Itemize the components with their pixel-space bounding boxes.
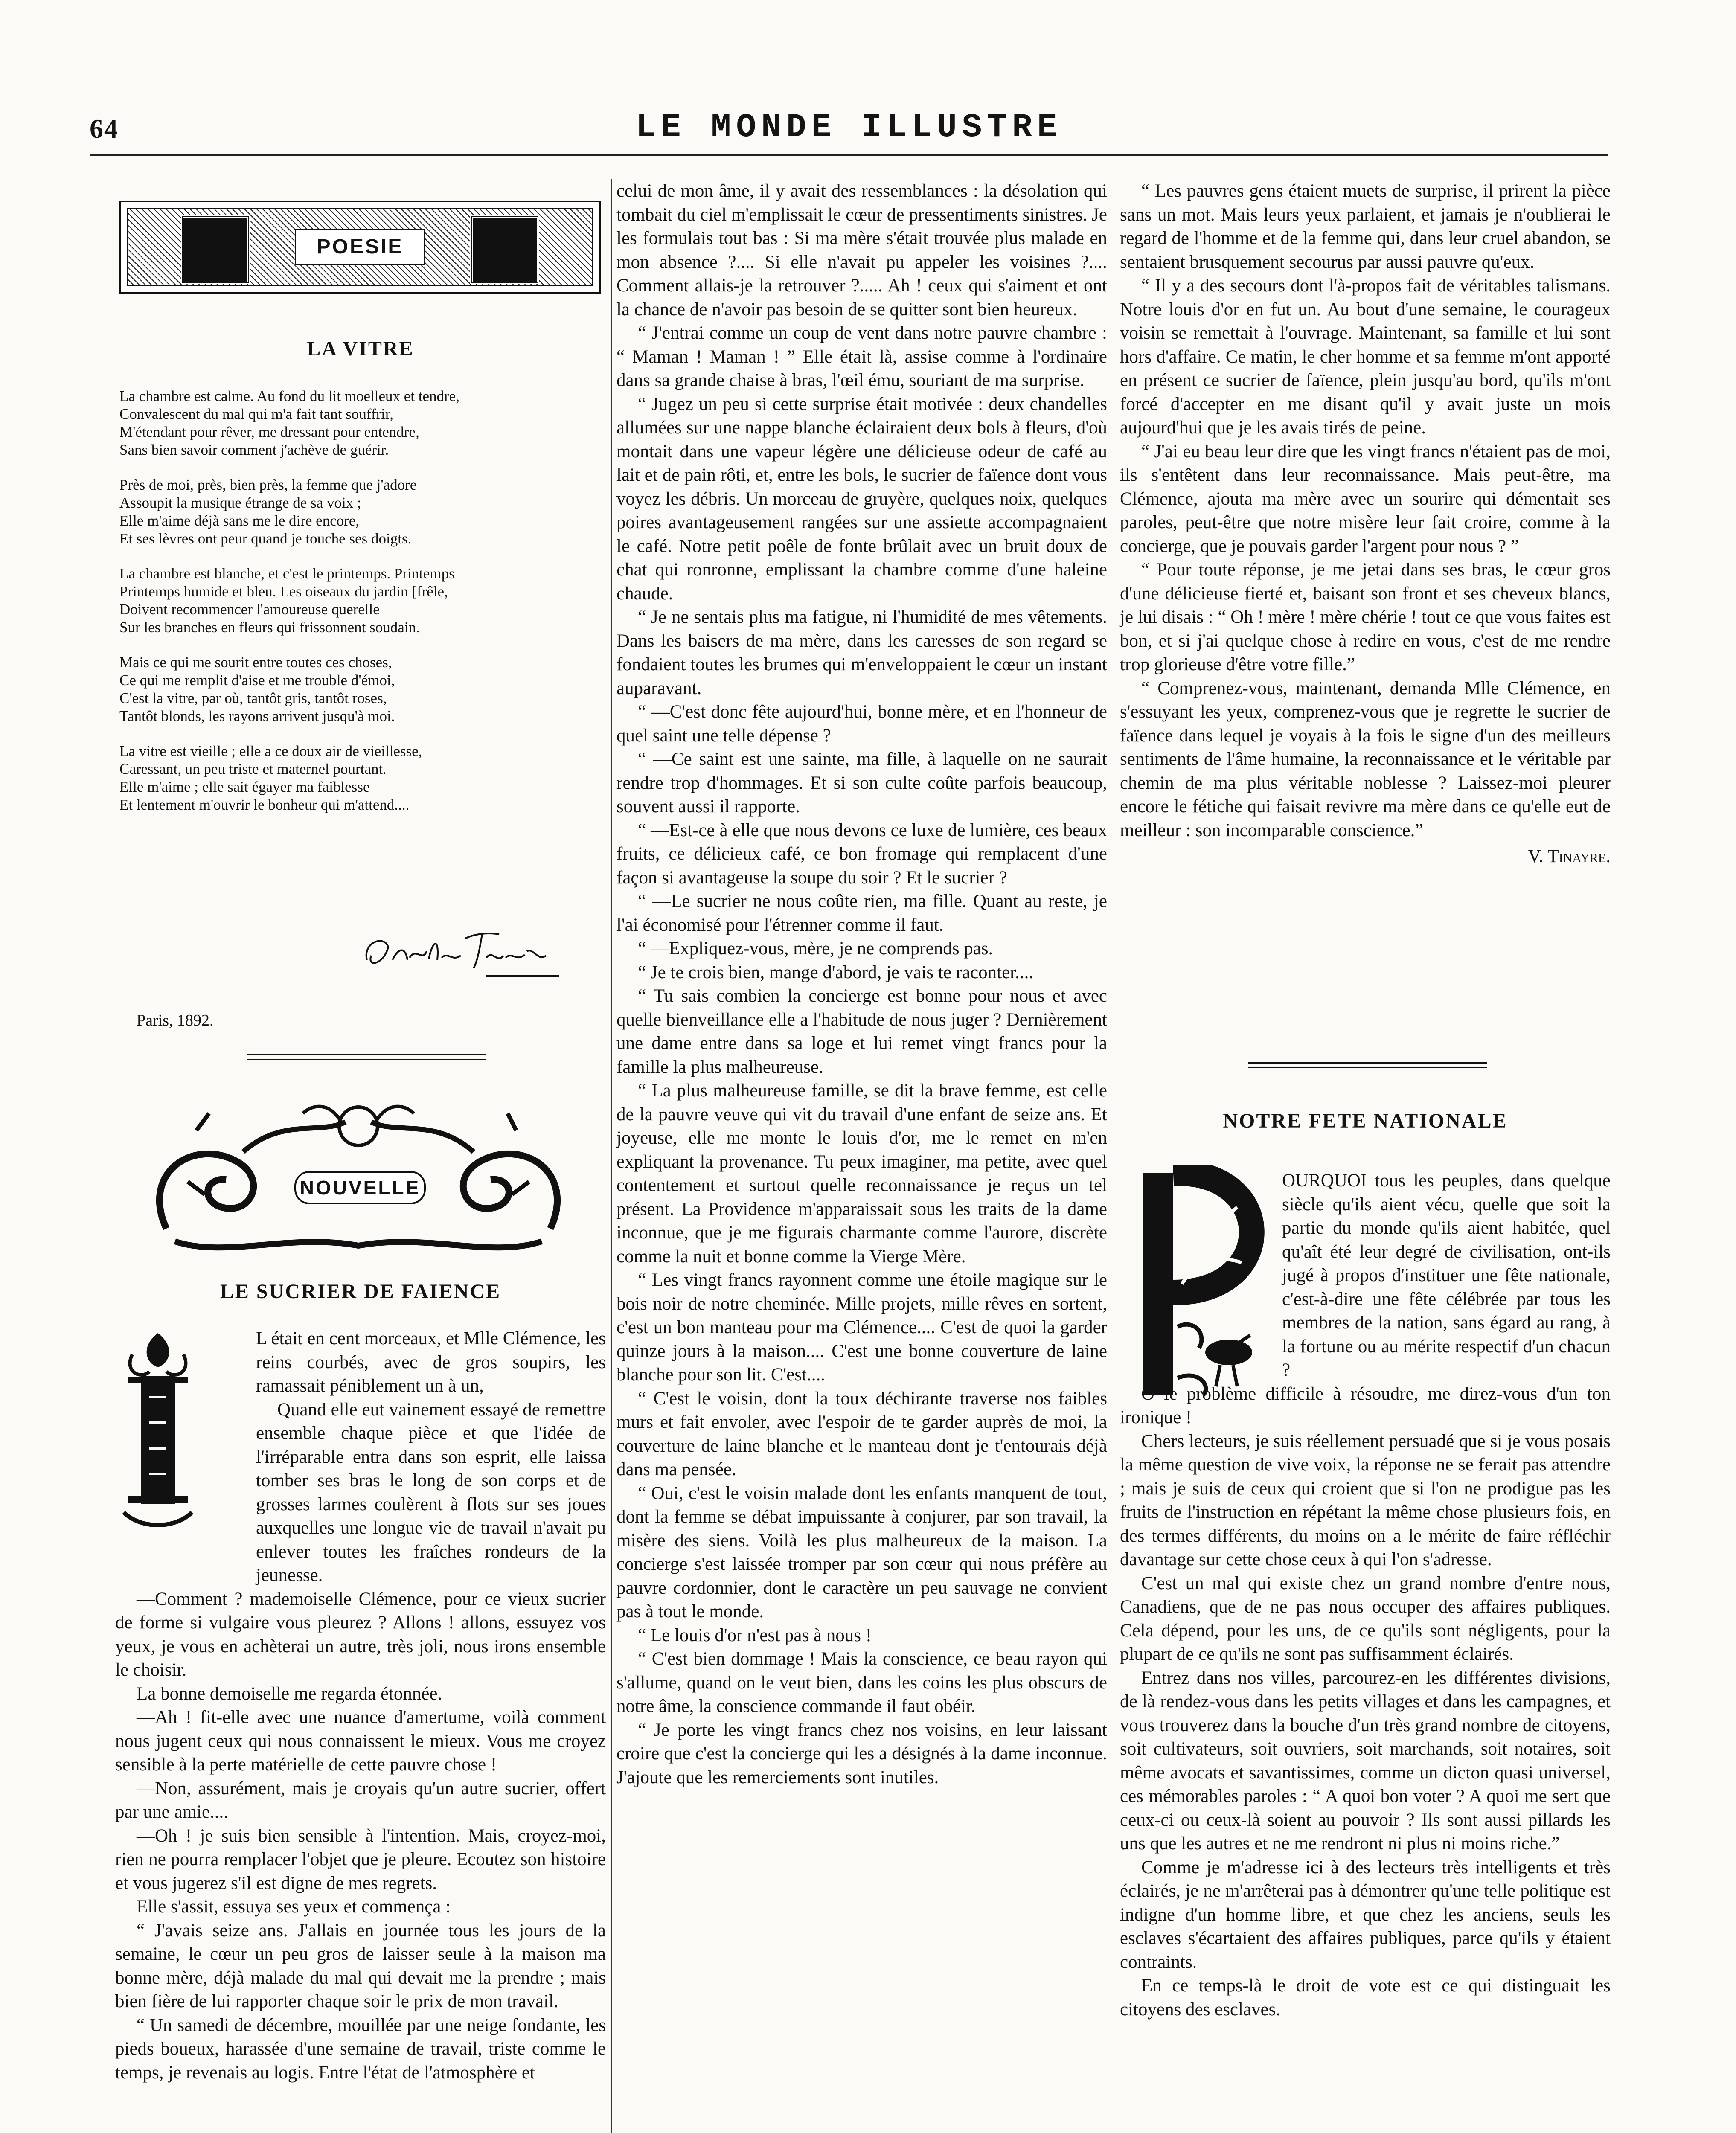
paragraph: “ Le louis d'or n'est pas à nous ! [638,1625,872,1645]
poem-line: Mais ce qui me sourit entre toutes ces choses, [119,654,392,671]
paragraph: “ —Expliquez-vous, mère, je ne comprends pas. [638,939,993,959]
journal-title: LE MONDE ILLUSTRE [636,109,1062,146]
paragraph: “ Un samedi de décembre, mouillée par une neige fondante, les pieds boueux, harassée d'une semaine de travail, triste comme le temps, je revenais au logis. Entre l'état de l'atmosphère et [115,2015,606,2083]
paragraph: “ Jugez un peu si cette surprise était motivée : deux chandelles allumées sur une nappe blanche éclairaient deux bols à fleurs, d'où montait dans une vapeur légère une délicieuse odeur de café au lait et de pain rôti, et, entre les bols, le sucrier de faïence dont vous voyez les débris. Un morceau de gruyère, quelques noix, quelques poires avantageusement rangées sur une assiette accompagnaient le café. Notre petit poêle de fonte brûlait avec un bruit doux de chat qui ronronne, emplissant la chambre comme d'une haleine chaude. [616,394,1107,604]
poem-line: Ce qui me remplit d'aise et me trouble d'émoi, [119,671,395,689]
poem-line: La vitre est vieille ; elle a ce doux air de vieillesse, [119,742,422,759]
paragraph: —Non, assurément, mais je croyais qu'un autre sucrier, offert par une amie.... [115,1778,606,1822]
paragraph: “ J'avais seize ans. J'allais en journée tous les jours de la semaine, le cœur un peu gros de laisser seule à la maison ma bonne mère, déjà malade du mal qui devait me la prendre ; mais bien fière de lui rapporter chaque soir le prix de mon travail. [115,1920,606,2011]
story-author: V. Tinayre. [1528,846,1611,866]
poem-section [115,337,606,831]
paragraph: “ Je porte les vingt francs chez nos voisins, en leur laissant croire que c'est la concierge qui les a désignés à la dame inconnue. J'ajoute que les remerciements sont inutiles. [616,1720,1107,1787]
section-separator [247,1054,486,1055]
paragraph: “ Comprenez-vous, maintenant, demanda Mlle Clémence, en s'essuyant les yeux, comprenez-vous que je regrette le sucrier de faïence dans lequel je voyais à la fois le signe d'un des meilleurs sentiments de l'âme humaine, la reconnaissance et le véritable par chemin de ma plus véritable noblesse ? Laissez-moi pleurer encore le fétiche qui faisait revivre ma mère dans ce qu'elle eut de meilleur : son incomparable conscience.” [1120,678,1611,840]
paragraph: “ Je ne sentais plus ma fatigue, ni l'humidité de mes vêtements. Dans les baisers de ma mère, dans les caresses de son regard se fondaient toutes les brumes qui m'enveloppaient le cœur un instant auparavant. [616,607,1107,698]
poem-body [119,387,606,814]
section-separator [247,1059,486,1060]
story-title-wrap [115,1280,606,1303]
stanza [119,742,606,814]
paragraph: “ Les pauvres gens étaient muets de surprise, il prirent la pièce sans un mot. Mais leurs yeux parlaient, et jamais je n'oublierai le regard de l'homme et de la femme qui, dans leur cruel abandon, se sentaient brusquement secourus par aussi pauvre qu'eux. [1120,181,1611,272]
paragraph: “ Je te crois bien, mange d'abord, je vais te raconter.... [638,962,1034,982]
poem-line: Et lentement m'ouvrir le bonheur qui m'attend.... [119,796,410,813]
paragraph: OURQUOI tous les peuples, dans quelque siècle qu'ils aient vécu, quelle que soit la partie du monde qu'ils aient habitée, quel qu'aît été leur degré de civilisation, ont-ils jugé à propos d'instituer une fête nationale, c'est-à-dire une fête célébrée par tous les membres de la nation, sans égard au rang, à la fortune ou au mérite respectif d'un chacun ? [1282,1171,1611,1380]
poem-line: C'est la vitre, par où, tantôt gris, tantôt roses, [119,689,387,706]
poem-line: Sur les branches en fleurs qui frissonnent soudain. [119,619,420,636]
paragraph: Chers lecteurs, je suis réellement persuadé que si je vous posais la même question de vive voix, la réponse ne se ferait pas attendre ; mais je suis de ceux qui croient que si l'on ne prodigue pas les fruits de l'instruction en répétant la même chose plusieurs fois, en des termes différents, du moins on a le mérite de faire réfléchir davantage sur cette chose ceux à qui l'on s'adresse. [1120,1431,1611,1569]
paragraph: “ —C'est donc fête aujourd'hui, bonne mère, et en l'honneur de quel saint une telle dépense ? [616,702,1107,746]
section-separator [1248,1062,1487,1064]
paragraph: L était en cent morceaux, et Mlle Clémence, les reins courbés, avec de gros soupirs, les ramassait péniblement un à un, [256,1328,606,1396]
paragraph: “ Oui, c'est le voisin malade dont les enfants manquent de tout, dont la femme se débat impuissante à conjurer, par son travail, la misère des siens. Voilà les plus malheureux de la maison. La concierge s'est laissée tromper par son cœur qui nous préfère au pauvre cordonnier, dont le caractère un peu sauvage ne convient pas à tout le monde. [616,1483,1107,1622]
poem-line: Elle m'aime ; elle sait égayer ma faiblesse [119,778,370,795]
poem-line: Assoupit la musique étrange de sa voix ; [119,494,361,511]
poem-line: Sans bien savoir comment j'achève de guérir. [119,441,389,458]
story-body-col2 [616,179,1107,1789]
poem-line: Caressant, un peu triste et maternel pourtant. [119,760,387,777]
paragraph: La bonne demoiselle me regarda étonnée. [137,1683,442,1704]
page-number: 64 [90,113,119,144]
paragraph: Comme je m'adresse ici à des lecteurs très intelligents et très éclairés, je ne m'arrêterai pas à démontrer qu'une telle politique est indigne d'un homme libre, et que chez les anciens, seuls les esclaves s'écartaient des affaires publiques, parce qu'ils y étaient contraints. [1120,1857,1611,1972]
paragraph: “ Il y a des secours dont l'à-propos fait de véritables talismans. Notre louis d'or en fut un. Au bout d'une semaine, le courageux voisin se remettait à l'ouvrage. Maintenant, sa famille et lui sont hors d'affaire. Ce matin, le cher homme et sa femme m'ont apporté en présent ce sucrier de faïence, plein jusqu'au bord, qu'ils m'ont forcé d'accepter en me disant qu'il y avait juste un mois aujourd'hui que je les avais tirés de peine. [1120,276,1611,438]
paragraph: “ J'ai eu beau leur dire que les vingt francs n'étaient pas de moi, ils s'entêtent dans leur reconnaissance. Mais peut-être, ma Clémence, ajouta ma mère avec un sourire qui démentait ses paroles, peut-être que notre misère leur fait croire, comme à la concierge, que je pouvais garder l'argent pour nous ? ” [1120,441,1611,556]
ornament-square-left [181,215,250,284]
paragraph: “ —Le sucrier ne nous coûte rien, ma fille. Quant au reste, je l'ai économisé pour l'étrenner comme il faut. [616,891,1107,935]
stanza [119,476,606,548]
poem-line: Tantôt blonds, les rayons arrivent jusqu'à moi. [119,707,395,724]
paragraph: “ C'est le voisin, dont la toux déchirante traverse nos faibles murs et fait envoler, avec l'espoir de te garder auprès de moi, la couverture de laine blanche et le manteau dont je t'entourais déjà dans ma pensée. [616,1388,1107,1479]
paragraph: —Comment ? mademoiselle Clémence, pour ce vieux sucrier de forme si vulgaire vous pleurez ? Allons ! allons, essuyez vos yeux, je vous en achèterai un autre, très joli, nous irons ensemble le choisir. [115,1589,606,1680]
paragraph: “ —Ce saint est une sainte, ma fille, à laquelle on ne saurait rendre trop d'hommages. Et si son culte coûte parfois beaucoup, souvent aussi il rapporte. [616,749,1107,817]
paragraph: “ J'entrai comme un coup de vent dans notre pauvre chambre : “ Maman ! Maman ! ” Elle était là, assise comme à l'ordinaire dans sa grande chaise à bras, l'œil ému, souriant de ma surprise. [616,323,1107,390]
poem-line: La chambre est blanche, et c'est le printemps. Printemps [119,565,455,582]
paragraph: “ Pour toute réponse, je me jetai dans ses bras, le cœur gros d'une délicieuse fierté et, baisant son front et ses cheveux blancs, je lui disais : “ Oh ! mère ! mère chérie ! tout ce que vous faites est bon, et si j'ai quelque chose à redire en vous, c'est de me rendre trop glorieuse d'être votre fille.” [1120,560,1611,674]
poem-line: Printemps humide et bleu. Les oiseaux du jardin [frêle, [119,583,448,600]
poem-line: Près de moi, près, bien près, la femme que j'adore [119,476,417,493]
paragraph: C'est un mal qui existe chez un grand nombre d'entre nous, Canadiens, que de ne pas nous occuper des affaires publiques. Cela dépend, pour les uns, de ce qu'ils sont négligents, pour la plupart de ce qu'ils ne sont pas suffisamment éclairés. [1120,1573,1611,1664]
paragraph: O le problème difficile à résoudre, me direz-vous d'un ton ironique ! [1120,1383,1611,1427]
story-body-col3 [1120,179,1611,869]
paragraph: Elle s'assit, essuya ses yeux et commença : [137,1897,451,1917]
section-separator [1248,1067,1487,1068]
column-divider [611,179,612,2133]
poem-line: Elle m'aime déjà sans me le dire encore, [119,512,360,529]
paragraph: celui de mon âme, il y avait des ressemblances : la désolation qui tombait du ciel m'emplissait le cœur de pressentiments sinistres. Je les formulais tout bas : Si ma mère s'était trouvée plus malade en mon absence ?.... Si elle n'avait pu appeler les voisines ?.... Comment allais-je la retrouver ?..... Ah ! ceux qui s'aiment et ont la chance de n'avoir pas besoin de se quitter sont bien heureux. [616,181,1107,320]
paragraph: Entrez dans nos villes, parcourez-en les différentes divisions, de là rendez-vous dans les petits villages et dans les campagnes, et vous trouverez dans la bouche d'un très grand nombre de citoyens, soit cultivateurs, soit ouvriers, soit marchands, soit notaires, soit même avocats et savantissimes, comme un dicton quasi universel, ces mémorables paroles : “ A quoi bon voter ? A quoi me sert que ceux-ci ou ceux-là soient au pouvoir ? Ils sont aussi pillards les uns que les autres et ne me rendront ni plus ni moins riche.” [1120,1668,1611,1854]
poem-line: Et ses lèvres ont peur quand je touche ses doigts. [119,530,412,547]
place-date: Paris, 1892. [137,1011,214,1029]
poesie-banner [119,201,601,294]
poesie-label: POESIE [295,229,425,265]
nouvelle-ornament [141,1088,576,1263]
page-header [90,105,1608,156]
stanza [119,565,606,636]
handwritten-signature [358,921,563,981]
poem-title: LA VITRE [307,337,414,360]
poem-line: Doivent recommencer l'amoureuse querelle [119,601,380,618]
paragraph: Quand elle eut vainement essayé de remettre ensemble chaque pièce et que l'idée de l'irréparable entra dans son esprit, elle laissa tomber ses bras le long de son corps et de grosses larmes coulèrent à flots sur ses joues auxquelles une longue vie de travail n'avait pu enlever toutes les fraîches rondeurs de la jeunesse. [256,1399,606,1585]
header-rule [90,154,1608,156]
paragraph: “ Les vingt francs rayonnent comme une étoile magique sur le bois noir de notre cheminée. Mille projets, mille rêves en sortent, c'est un bon manteau pour ma Clémence.... C'est de quoi la garder quinze jours à la maison.... C'est une bonne couverture de laine blanche pour son lit. C'est.... [616,1270,1107,1385]
paragraph: “ C'est bien dommage ! Mais la conscience, ce beau rayon qui s'allume, quand on le veut bien, dans les coins les plus obscurs de notre âme, la conscience commande il faut obéir. [616,1649,1107,1716]
ornament-square-right [470,215,539,284]
story-body-col1 [115,1327,606,2084]
fete-title-wrap [1120,1109,1611,1133]
stanza [119,387,606,459]
story-title: LE SUCRIER DE FAIENCE [220,1280,501,1303]
paragraph: “ Tu sais combien la concierge est bonne pour nous et avec quelle bienveillance elle a l'habitude de nous juger ? Dernièrement une dame entre dans sa loge et lui remet vingt francs pour la famille la plus malheureuse. [616,986,1107,1077]
story-opening [256,1327,606,1587]
paragraph: —Ah ! fit-elle avec une nuance d'amertume, voilà comment nous jugent ceux qui nous connaissent le mieux. Vous me croyez sensible à la perte matérielle de cette pauvre chose ! [115,1707,606,1775]
poem-line: La chambre est calme. Au fond du lit moelleux et tendre, [119,387,459,404]
poem-line: M'étendant pour rêver, me dressant pour entendre, [119,423,419,440]
paragraph: —Oh ! je suis bien sensible à l'intention. Mais, croyez-moi, rien ne pourra remplacer l'objet que je pleure. Ecoutez son histoire et vous jugerez s'il est digne de mes regrets. [115,1825,606,1893]
fete-opening [1282,1169,1611,1382]
poem-line: Convalescent du mal qui m'a fait tant souffrir, [119,405,393,422]
paragraph: “ —Est-ce à elle que nous devons ce luxe de lumière, ces beaux fruits, ce délicieux café, ce bon fromage qui remplacent d'une façon si avantageuse la soupe du soir ? Et le sucrier ? [616,820,1107,888]
fete-body [1120,1169,1611,2021]
fete-title: NOTRE FETE NATIONALE [1223,1110,1508,1132]
paragraph: “ La plus malheureuse famille, se dit la brave femme, est celle de la pauvre veuve qui vit du travail d'une enfant de seize ans. Et joyeuse, elle me monte le louis d'or, me le remet en m'en expliquant la provenance. Tu peux imaginer, ma petite, avec quel contentement et surtout quelle reconnaissance je reçus un tel présent. La Providence m'apparaissait sous les traits de la dame inconnue, que je me figurais charmante comme l'aurore, discrète comme la nuit et bonne comme la Vierge Mère. [616,1081,1107,1267]
stanza [119,654,606,725]
nouvelle-label: NOUVELLE [294,1171,426,1204]
paragraph: En ce temps-là le droit de vote est ce qui distinguait les citoyens des esclaves. [1120,1976,1611,2020]
